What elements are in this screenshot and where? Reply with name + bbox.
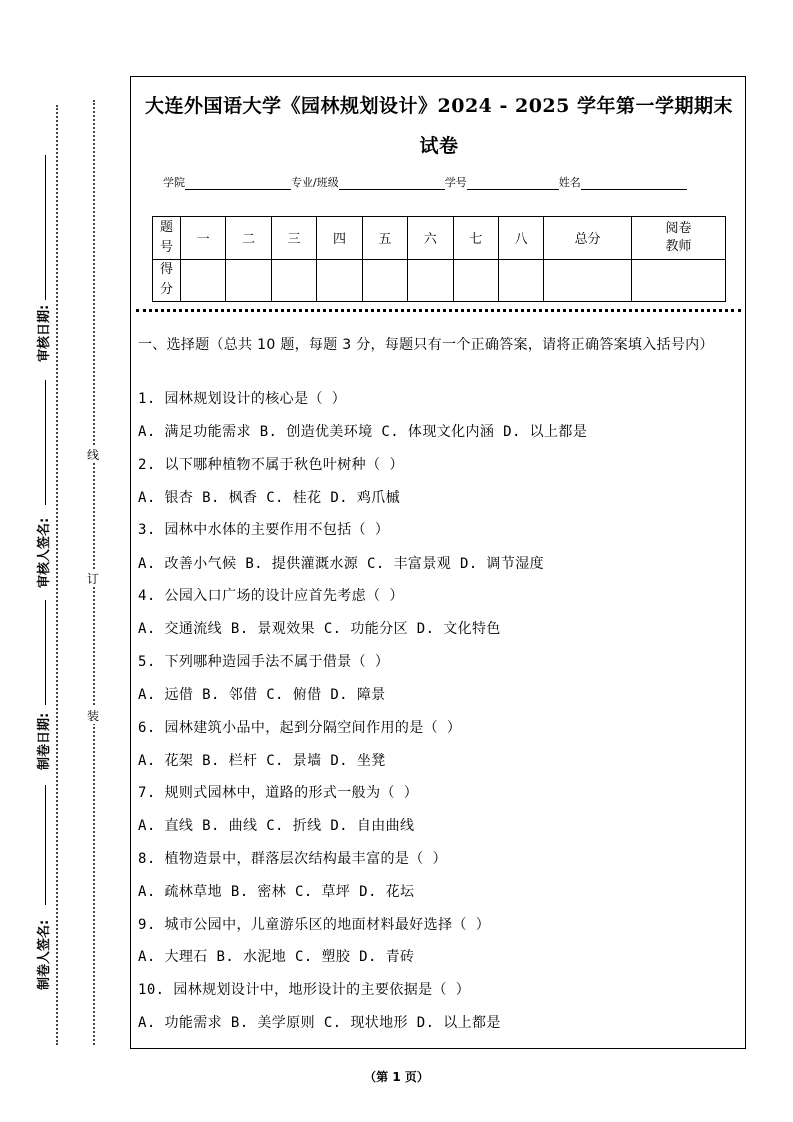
question-5: 5. 下列哪种造园手法不属于借景（ ） [138, 654, 390, 670]
section1-title: 一、选择题（总共 10 题，每题 3 分，每题只有一个正确答案，请将正确答案填入括号内） [138, 337, 714, 353]
score-table-row1-label: 题 号 [153, 217, 181, 260]
exam-frame [130, 76, 746, 1049]
cut-mark-xian: 线 [86, 448, 99, 462]
binding-dotted-line-outer [56, 105, 58, 1045]
question-8-options: A. 疏林草地 B. 密林 C. 草坪 D. 花坛 [138, 884, 415, 900]
major-label: 专业/班级 [291, 176, 339, 189]
question-9-options: A. 大理石 B. 水泥地 C. 塑胶 D. 青砖 [138, 949, 415, 965]
question-9: 9. 城市公园中，儿童游乐区的地面材料最好选择（ ） [138, 917, 491, 933]
question-6: 6. 园林建筑小品中，起到分隔空间作用的是（ ） [138, 720, 462, 736]
name-label: 姓名 [558, 176, 581, 189]
score-col-total: 总分 [544, 217, 632, 260]
reviewer-sign-line [45, 380, 46, 505]
question-5-options: A. 远借 B. 邻借 C. 俯借 D. 障景 [138, 687, 386, 703]
maker-sign-label: 制卷人签名: [37, 919, 52, 990]
question-1-options: A. 满足功能需求 B. 创造优美环境 C. 体现文化内涵 D. 以上都是 [138, 424, 588, 440]
review-date-label: 审核日期: [37, 304, 52, 362]
score-col-1: 一 [181, 217, 226, 260]
college-field[interactable] [185, 176, 291, 190]
score-cell[interactable] [498, 259, 543, 302]
score-table-header-row [153, 217, 726, 260]
cut-mark-ding: 订 [86, 572, 99, 586]
question-2-options: A. 银杏 B. 枫香 C. 桂花 D. 鸡爪槭 [138, 490, 401, 506]
maker-date-label: 制卷日期: [37, 712, 52, 770]
score-cell[interactable] [317, 259, 362, 302]
score-col-8: 八 [498, 217, 543, 260]
score-cell-total[interactable] [544, 259, 632, 302]
reviewer-sign-label: 审核人签名: [37, 517, 52, 588]
binding-margin [0, 0, 128, 1122]
score-cell[interactable] [408, 259, 453, 302]
score-col-7: 七 [453, 217, 498, 260]
score-cell[interactable] [362, 259, 407, 302]
score-cell[interactable] [181, 259, 226, 302]
score-col-grader: 阅卷 教师 [632, 217, 726, 260]
student-info-row [163, 174, 687, 190]
college-label: 学院 [163, 176, 185, 189]
score-col-3: 三 [271, 217, 316, 260]
score-col-2: 二 [226, 217, 271, 260]
student-id-label: 学号 [444, 176, 467, 189]
question-2: 2. 以下哪种植物不属于秋色叶树种（ ） [138, 457, 404, 473]
major-field[interactable] [339, 176, 445, 190]
question-6-options: A. 花架 B. 栏杆 C. 景墙 D. 坐凳 [138, 753, 386, 769]
score-col-6: 六 [408, 217, 453, 260]
score-col-4: 四 [317, 217, 362, 260]
score-cell[interactable] [226, 259, 271, 302]
score-table-row2-label: 得 分 [153, 259, 181, 302]
score-col-5: 五 [362, 217, 407, 260]
question-1: 1. 园林规划设计的核心是（ ） [138, 391, 347, 407]
score-table-score-row [153, 259, 726, 302]
score-cell[interactable] [271, 259, 316, 302]
question-3-options: A. 改善小气候 B. 提供灌溉水源 C. 丰富景观 D. 调节湿度 [138, 556, 545, 572]
score-table [152, 216, 726, 302]
maker-sign-line [45, 785, 46, 905]
exam-title-line2: 试卷 [419, 135, 459, 157]
question-4: 4. 公园入口广场的设计应首先考虑（ ） [138, 588, 404, 604]
question-7: 7. 规则式园林中，道路的形式一般为（ ） [138, 785, 419, 801]
review-date-line [45, 155, 46, 300]
cut-mark-zhuang: 装 [86, 709, 99, 723]
section-divider [136, 309, 741, 312]
question-8: 8. 植物造景中，群落层次结构最丰富的是（ ） [138, 851, 447, 867]
name-field[interactable] [581, 176, 687, 190]
maker-date-line [45, 600, 46, 705]
page-number: （第 1 页） [364, 1070, 429, 1084]
score-cell[interactable] [453, 259, 498, 302]
question-3: 3. 园林中水体的主要作用不包括（ ） [138, 522, 390, 538]
question-4-options: A. 交通流线 B. 景观效果 C. 功能分区 D. 文化特色 [138, 621, 501, 637]
question-10-options: A. 功能需求 B. 美学原则 C. 现状地形 D. 以上都是 [138, 1015, 501, 1031]
score-cell-grader[interactable] [632, 259, 726, 302]
question-7-options: A. 直线 B. 曲线 C. 折线 D. 自由曲线 [138, 818, 415, 834]
exam-title: 大连外国语大学《园林规划设计》2024 - 2025 学年第一学期期末 [145, 95, 733, 117]
question-10: 10. 园林规划设计中，地形设计的主要依据是（ ） [138, 982, 471, 998]
student-id-field[interactable] [467, 176, 559, 190]
